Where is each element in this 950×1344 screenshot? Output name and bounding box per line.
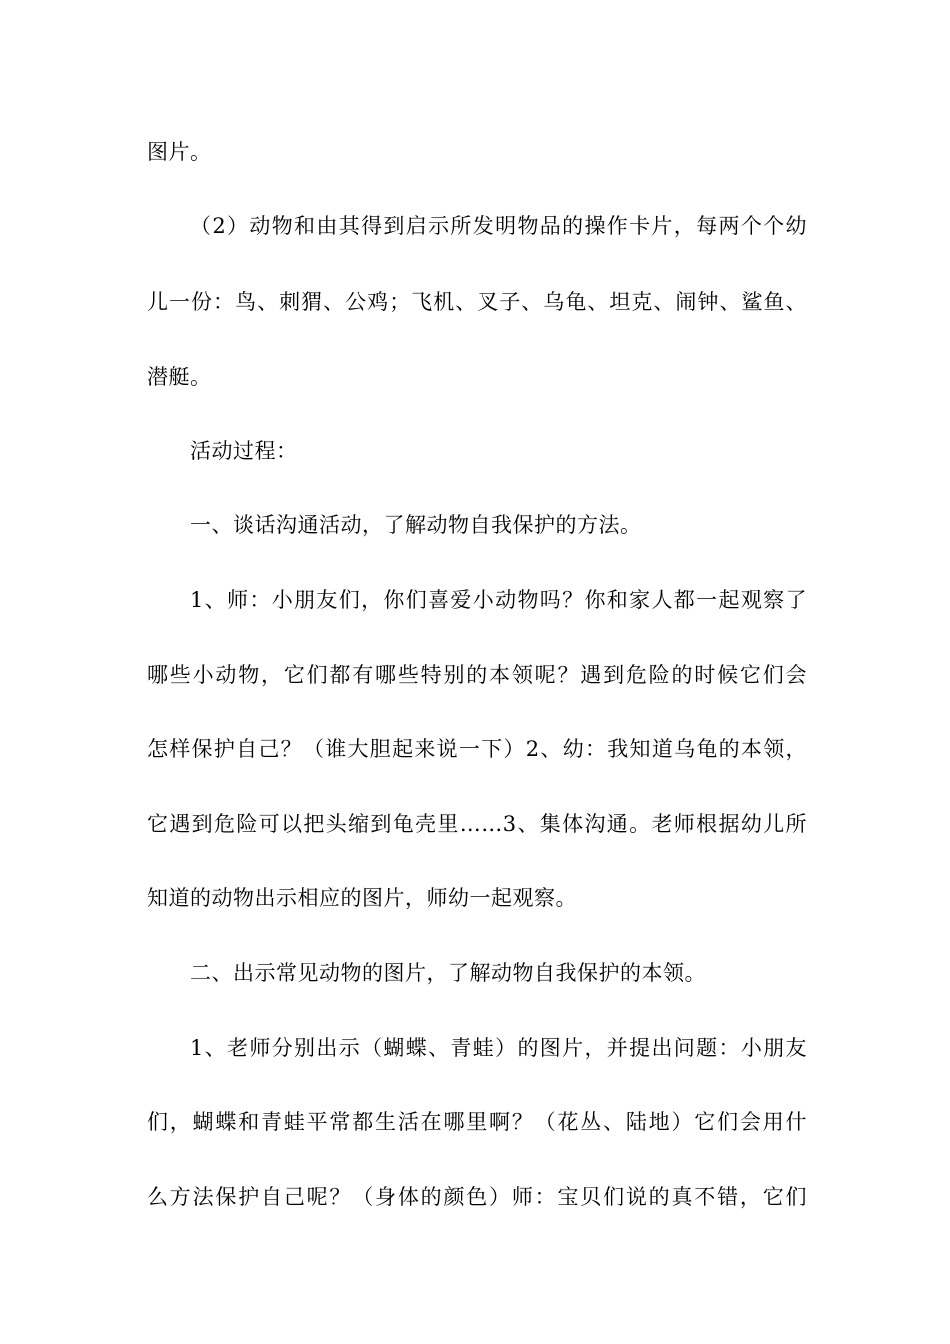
- text-line: 们，蝴蝶和青蛙平常都生活在哪里啊？（花丛、陆地）它们会用什: [147, 1110, 807, 1134]
- text-line: 1、老师分别出示（蝴蝶、青蛙）的图片，并提出问题：小朋友: [190, 1036, 807, 1060]
- text-line: 1、师：小朋友们，你们喜爱小动物吗？你和家人都一起观察了: [190, 588, 807, 612]
- text-line: 儿一份：鸟、刺猬、公鸡；飞机、叉子、乌龟、坦克、闹钟、鲨鱼、: [147, 290, 807, 314]
- text-line: （2）动物和由其得到启示所发明物品的操作卡片，每两个个幼: [190, 214, 807, 238]
- section-heading: 二、出示常见动物的图片，了解动物自我保护的本领。: [190, 961, 706, 985]
- text-line: 哪些小动物，它们都有哪些特别的本领呢？遇到危险的时候它们会: [147, 663, 807, 687]
- text-line: 它遇到危险可以把头缩到龟壳里……3、集体沟通。老师根据幼儿所: [147, 812, 807, 836]
- text-line: 么方法保护自己呢？（身体的颜色）师：宝贝们说的真不错，它们: [147, 1185, 807, 1209]
- text-line: 知道的动物出示相应的图片，师幼一起观察。: [147, 886, 577, 910]
- text-line: 怎样保护自己？（谁大胆起来说一下）2、幼：我知道乌龟的本领，: [147, 737, 807, 761]
- text-line: 潜艇。: [147, 365, 212, 389]
- section-heading: 一、谈话沟通活动，了解动物自我保护的方法。: [190, 513, 642, 537]
- text-line: 图片。: [147, 140, 212, 164]
- section-label: 活动过程：: [190, 439, 298, 463]
